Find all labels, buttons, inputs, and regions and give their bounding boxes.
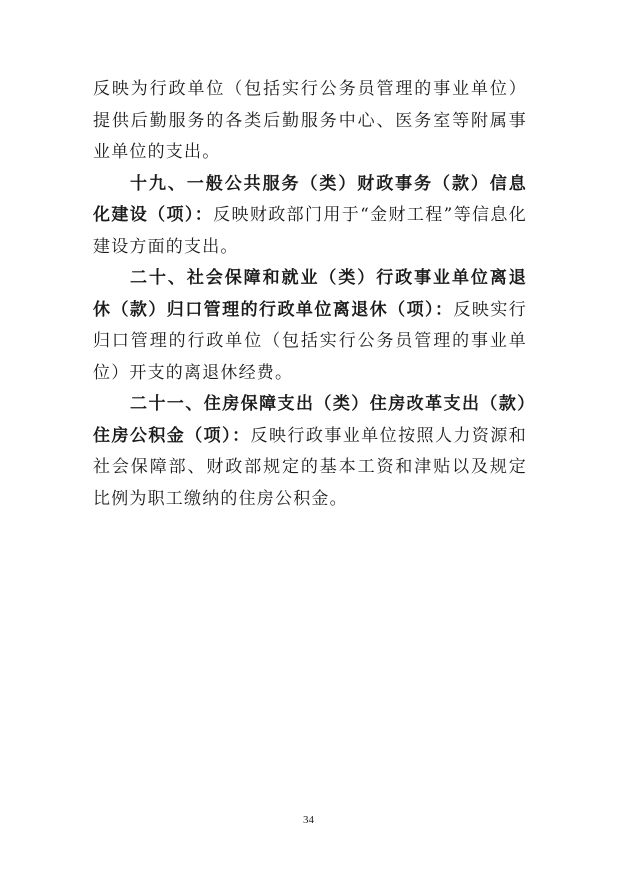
document-body (93, 74, 527, 515)
paragraph-item-19 (93, 169, 527, 264)
paragraph-item-20 (93, 263, 527, 389)
paragraph-body: 反映财政部门用于“金财工程”等信息化建设方面的支出。 (93, 205, 528, 257)
paragraph-body: 反映为行政单位（包括实行公务员管理的事业单位）提供后勤服务的各类后勤服务中心、医务室等附属事业单位的支出。 (93, 79, 527, 162)
paragraph-continuation (93, 74, 527, 169)
paragraph-heading: 十九、一般公共服务（类）财政事务（款）信息化建设（项）： (93, 173, 527, 225)
paragraph-body: 反映行政事业单位按照人力资源和社会保障部、财政部规定的基本工资和津贴以及规定比例为职工缴纳的住房公积金。 (93, 425, 527, 509)
paragraph-body: 反映实行归口管理的行政单位（包括实行公务员管理的事业单位）开支的离退休经费。 (93, 299, 527, 383)
paragraph-item-21 (93, 389, 527, 515)
page-number: 34 (303, 814, 314, 826)
paragraph-heading: 二十、社会保障和就业（类）行政事业单位离退休（款）归口管理的行政单位离退休（项）： (93, 268, 527, 320)
paragraph-heading: 二十一、住房保障支出（类）住房改革支出（款）住房公积金（项）： (93, 394, 527, 446)
